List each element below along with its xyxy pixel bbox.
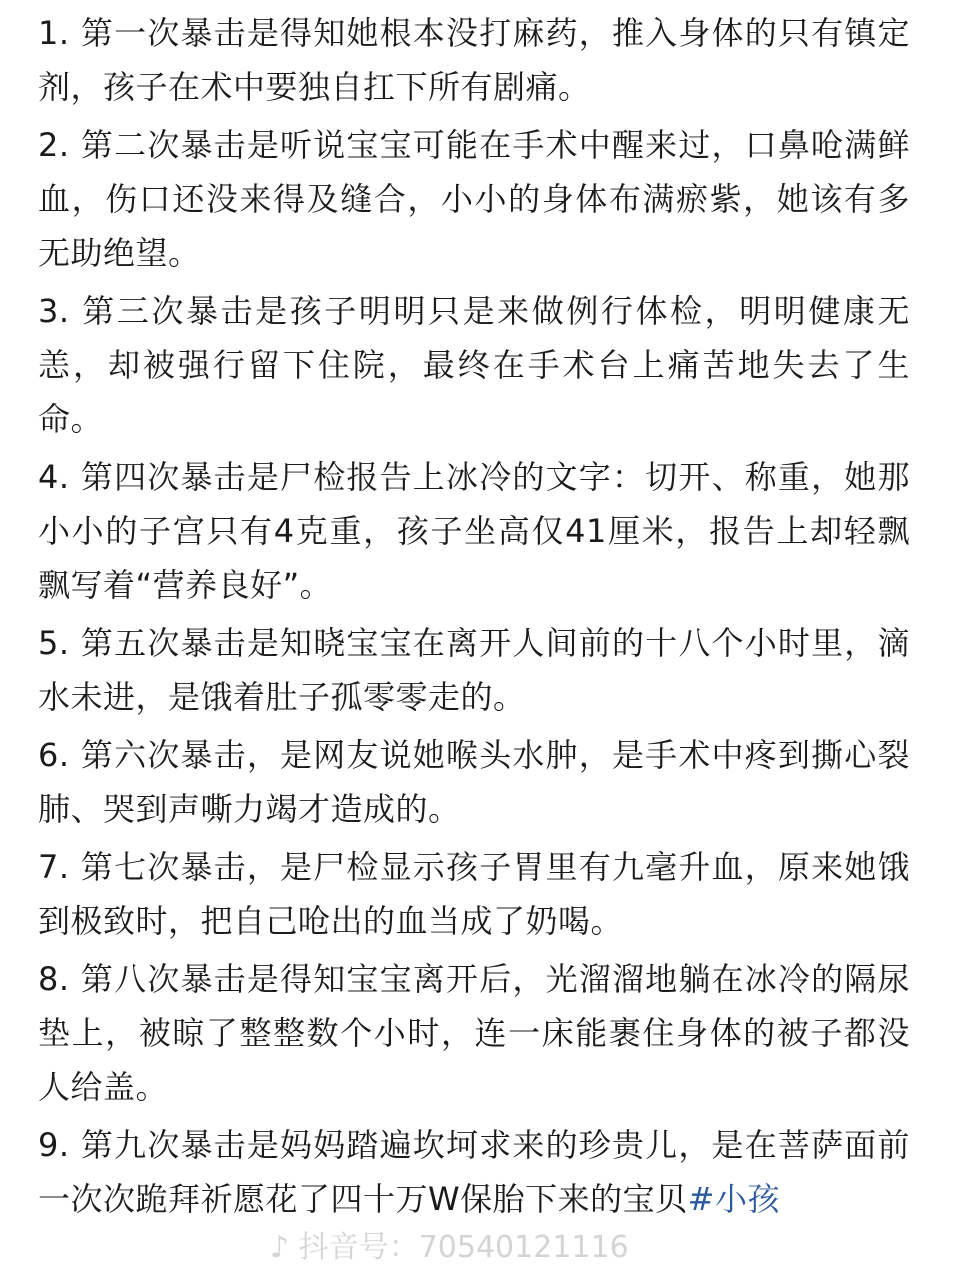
list-item-last — [38, 1118, 910, 1226]
list-item-text: 9. 第九次暴击是妈妈踏遍坎坷求来的珍贵儿，是在菩萨面前一次次跪拜祈愿花了四十万W保胎下来的宝贝 — [38, 1126, 910, 1218]
hashtag-link[interactable]: #小孩 — [687, 1180, 780, 1218]
watermark-text: 抖音号：70540121116 — [298, 1230, 629, 1265]
list-item: 5. 第五次暴击是知晓宝宝在离开人间前的十八个小时里，滴水未进，是饿着肚子孤零零走的。 — [38, 624, 910, 716]
list-item: 7. 第七次暴击，是尸检显示孩子胃里有九毫升血，原来她饿到极致时，把自己呛出的血当成了奶喝。 — [38, 848, 910, 940]
list-item: 3. 第三次暴击是孩子明明只是来做例行体检，明明健康无恙，却被强行留下住院，最终在手术台上痛苦地失去了生命。 — [38, 292, 910, 438]
list-item: 6. 第六次暴击，是网友说她喉头水肿，是手术中疼到撕心裂肺、哭到声嘶力竭才造成的。 — [38, 736, 910, 828]
list-item: 8. 第八次暴击是得知宝宝离开后，光溜溜地躺在冰冷的隔尿垫上，被晾了整整数个小时，连一床能裹住身体的被子都没人给盖。 — [38, 960, 910, 1106]
list-item: 4. 第四次暴击是尸检报告上冰冷的文字：切开、称重，她那小小的子宫只有4克重，孩子坐高仅41厘米，报告上却轻飘飘写着“营养良好”。 — [38, 458, 910, 604]
list-item: 2. 第二次暴击是听说宝宝可能在手术中醒来过，口鼻呛满鲜血，伤口还没来得及缝合，小小的身体布满瘀紫，她该有多无助绝望。 — [38, 126, 910, 272]
post-text — [38, 6, 910, 1230]
list-item: 1. 第一次暴击是得知她根本没打麻药，推入身体的只有镇定剂，孩子在术中要独自扛下所有剧痛。 — [38, 14, 910, 106]
douyin-logo-icon: ♪ — [270, 1230, 290, 1265]
